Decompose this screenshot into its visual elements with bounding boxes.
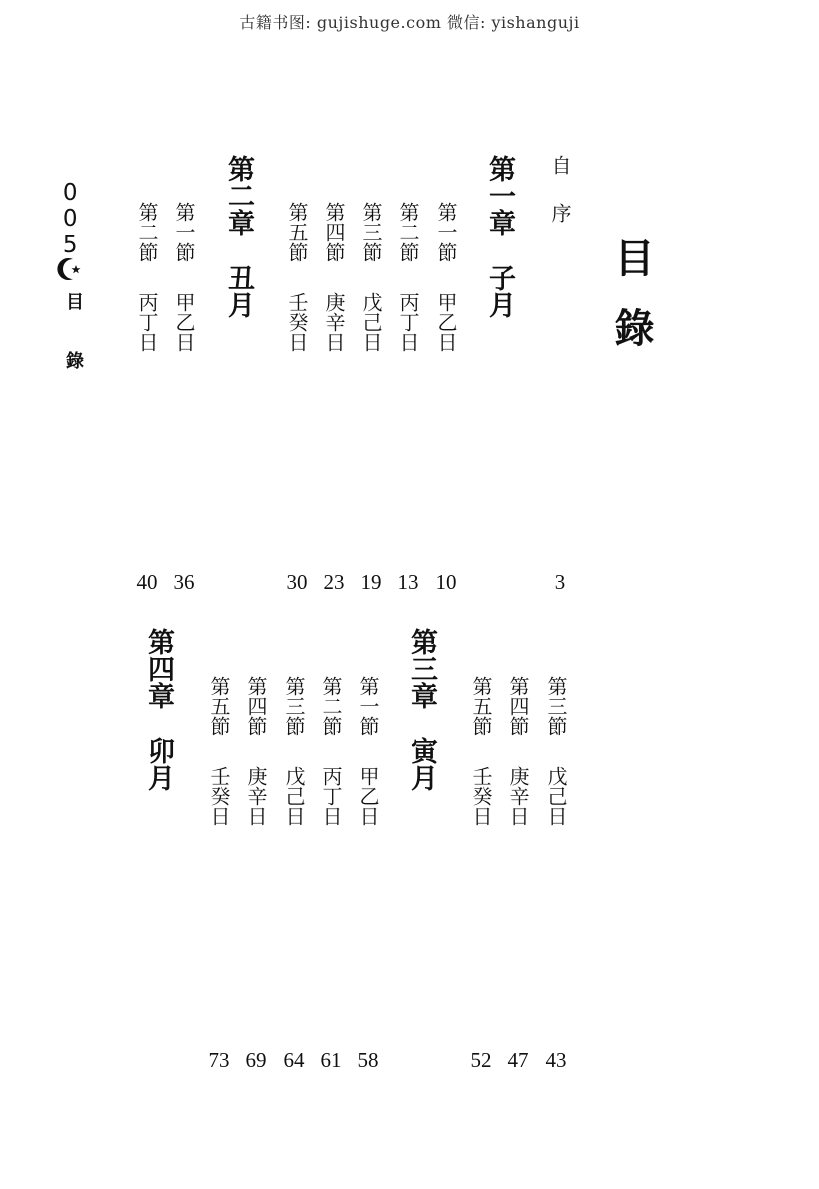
chapter-2-heading [225, 155, 252, 318]
toc-entry: 第三節戊己日 [359, 202, 383, 352]
toc-entry: 第二節丙丁日 [396, 202, 420, 352]
toc-page-number: 19 [360, 570, 382, 594]
chapter-2-number: 第二章 [223, 155, 254, 236]
toc-entry: 第五節壬癸日 [469, 676, 493, 826]
chapter-4-heading [145, 628, 172, 791]
toc-entry: 第二節丙丁日 [135, 202, 159, 352]
toc-page-number: 52 [470, 1048, 492, 1072]
toc-page-number: 64 [283, 1048, 305, 1072]
toc-entry: 第三節戊己日 [544, 676, 568, 826]
page-number: 005 [57, 180, 84, 258]
toc-entry: 第三節戊己日 [282, 676, 306, 826]
toc-entry: 第四節庚辛日 [244, 676, 268, 826]
toc-entry: 第二節丙丁日 [319, 676, 343, 826]
toc-page-number: 61 [320, 1048, 342, 1072]
toc-page-number: 36 [173, 570, 195, 594]
toc-page-number: 13 [397, 570, 419, 594]
chapter-1-month: 子月 [484, 264, 515, 318]
toc-entry: 第一節甲乙日 [356, 676, 380, 826]
toc-page-number: 73 [208, 1048, 230, 1072]
toc-entry: 第五節壬癸日 [207, 676, 231, 826]
chapter-3-number: 第三章 [406, 628, 437, 709]
toc-entry: 第四節庚辛日 [322, 202, 346, 352]
toc-page-number: 10 [435, 570, 457, 594]
chapter-1-number: 第一章 [484, 155, 515, 236]
page-title: 目錄 [608, 237, 654, 377]
toc-preface-page: 3 [554, 570, 566, 594]
chapter-3-heading [408, 628, 435, 791]
toc-preface-label: 自序 [548, 155, 572, 251]
chapter-3-month: 寅月 [406, 737, 437, 791]
toc-entry: 第一節甲乙日 [172, 202, 196, 352]
toc-entry: 第四節庚辛日 [506, 676, 530, 826]
chapter-4-month: 卯月 [143, 737, 174, 791]
toc-page-number: 58 [357, 1048, 379, 1072]
chapter-4-number: 第四章 [143, 628, 174, 709]
watermark: 古籍书图: gujishuge.com 微信: yishanguji [239, 13, 580, 32]
toc-page-number: 69 [245, 1048, 267, 1072]
toc-page-number: 40 [136, 570, 158, 594]
sidebar-label: 目 錄 [63, 292, 84, 379]
toc-entry: 第五節壬癸日 [285, 202, 309, 352]
toc-page-number: 23 [323, 570, 345, 594]
toc-entry: 第一節甲乙日 [434, 202, 458, 352]
toc-page-number: 47 [507, 1048, 529, 1072]
chapter-1-heading [486, 155, 513, 318]
toc-page-number: 43 [545, 1048, 567, 1072]
chapter-2-month: 丑月 [223, 264, 254, 318]
toc-page-number: 30 [286, 570, 308, 594]
crescent-moon-icon [56, 256, 82, 282]
